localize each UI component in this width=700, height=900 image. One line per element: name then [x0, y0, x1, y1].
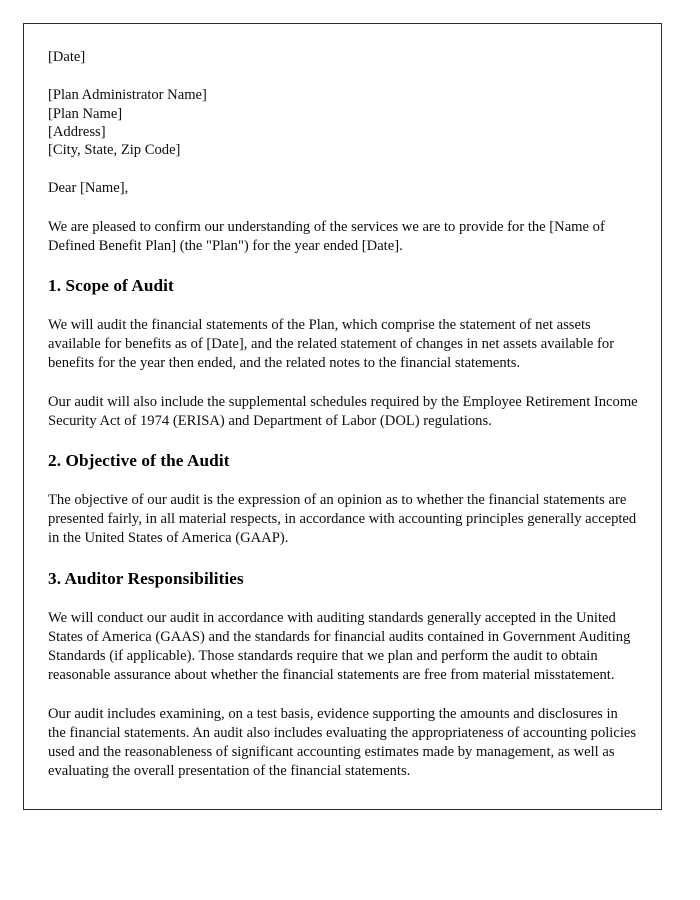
recipient-line: [Plan Administrator Name] — [48, 87, 207, 104]
section-2 — [48, 451, 639, 548]
section-3-paragraph: We will conduct our audit in accordance with auditing standards generally accepted in the United States of America (GAAS) and the standards for financial audits contained in Government Auditing Standards (if applicable). Those standards require that we plan and perform the audit to obtain reasonable assurance about whether the financial statements are free from material misstatement. — [48, 609, 631, 683]
date-line — [48, 48, 639, 66]
recipient-line: [Plan Name] — [48, 105, 123, 122]
section-2-paragraph: The objective of our audit is the expression of an opinion as to whether the financial statements are presented fairly, in all material respects, in accordance with accounting principles generally accepted in the United States of America (GAAP). — [48, 492, 637, 547]
document-page — [23, 23, 662, 810]
section-3-heading: 3. Auditor Responsibilities — [48, 568, 244, 588]
intro-paragraph: We are pleased to confirm our understanding of the services we are to provide for the [Name of Defined Benefit Plan] (the "Plan") for the year ended [Date]. — [48, 218, 605, 254]
salutation-line — [48, 179, 639, 197]
document-body — [24, 24, 661, 781]
salutation-text: Dear [Name], — [48, 180, 129, 197]
section-2-heading: 2. Objective of the Audit — [48, 451, 230, 471]
section-1 — [48, 276, 639, 431]
recipient-line: [Address] — [48, 123, 106, 140]
date-placeholder: [Date] — [48, 49, 86, 65]
recipient-line: [City, State, Zip Code] — [48, 142, 181, 159]
section-1-paragraph: We will audit the financial statements of the Plan, which comprise the statement of net assets available for benefits as of [Date], and the related statement of changes in net assets available for benefits for the year then ended, and the related notes to the financial statements. — [48, 316, 615, 371]
recipient-address-block — [48, 86, 639, 159]
section-1-heading: 1. Scope of Audit — [48, 275, 174, 295]
section-3-paragraph: Our audit includes examining, on a test basis, evidence supporting the amounts and disclosures in the financial statements. An audit also includes evaluating the appropriateness of accounting policies used and the reasonableness of significant accounting estimates made by management, as well as evaluating the overall presentation of the financial statements. — [48, 705, 637, 780]
section-3 — [48, 569, 639, 782]
section-1-paragraph: Our audit will also include the supplemental schedules required by the Employee Retirement Income Security Act of 1974 (ERISA) and Department of Labor (DOL) regulations. — [48, 394, 638, 430]
